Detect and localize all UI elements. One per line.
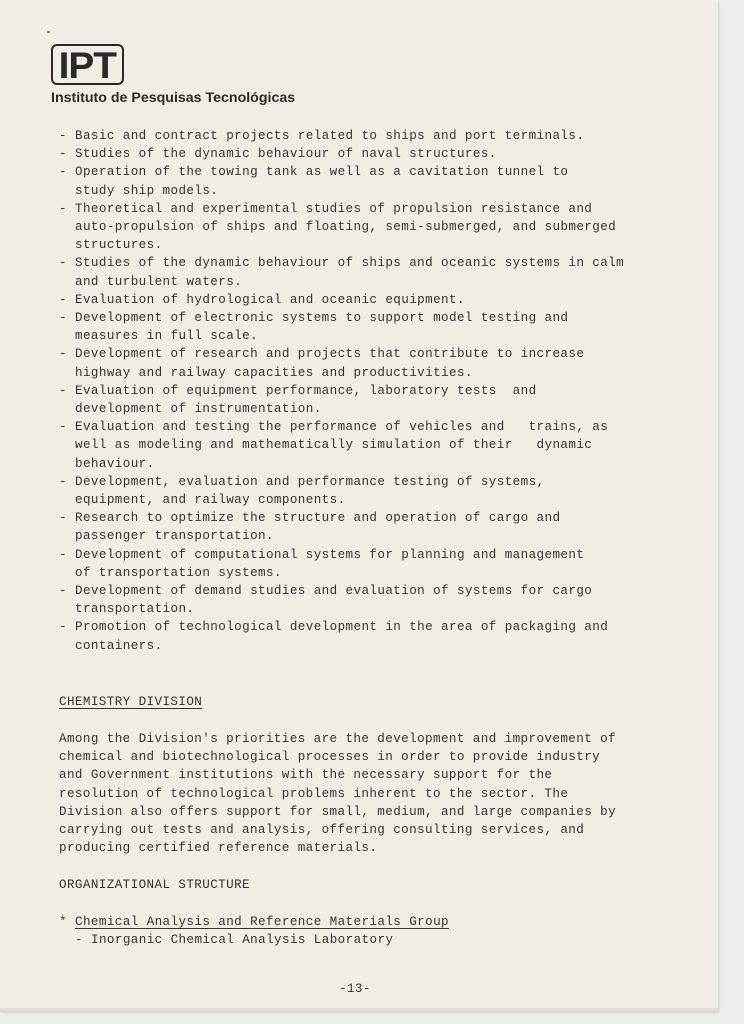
text-line: study ship models. (75, 183, 219, 198)
bullet-text (75, 618, 608, 654)
text-line: Evaluation of equipment performance, laboratory tests and (75, 383, 537, 398)
group-name: Chemical Analysis and Reference Materials Group (75, 915, 450, 929)
text-line: equipment, and railway components. (75, 493, 346, 508)
text-line: and Government institutions with the necessary support for the (59, 768, 553, 783)
text-line: and turbulent waters. (75, 274, 243, 289)
list-item (59, 473, 624, 509)
ipt-logo (51, 44, 124, 85)
list-item (59, 291, 624, 309)
bullet-text (75, 546, 584, 582)
bullet-marker: - (59, 511, 67, 526)
text-line: development of instrumentation. (75, 402, 322, 417)
text-line: Studies of the dynamic behaviour of naval structures. (75, 147, 497, 162)
text-line: Development of demand studies and evaluation of systems for cargo (75, 584, 593, 599)
list-item (59, 145, 624, 163)
bullet-text (75, 163, 568, 199)
list-item (59, 127, 624, 145)
text-line: auto-propulsion of ships and floating, semi-submerged, and submerged (75, 220, 617, 235)
text-line: behaviour. (75, 456, 155, 471)
text-line: Operation of the towing tank as well as a cavitation tunnel to (75, 165, 569, 180)
lab-name: Inorganic Chemical Analysis Laboratory (91, 933, 394, 947)
page-number: -13- (339, 982, 371, 996)
bullet-marker: - (59, 292, 67, 307)
text-line: Evaluation and testing the performance of vehicles and trains, as (75, 420, 609, 435)
text-line: Basic and contract projects related to ships and port terminals. (75, 129, 585, 143)
list-item (59, 345, 624, 381)
bullet-marker: - (59, 584, 67, 599)
list-item (59, 200, 624, 255)
text-line: Promotion of technological development in the area of packaging and (75, 620, 609, 635)
bullet-text (75, 145, 497, 163)
chemistry-paragraph (59, 730, 616, 857)
bullet-text (75, 509, 560, 545)
text-line: Among the Division's priorities are the development and improvement of (59, 732, 617, 746)
text-line: chemical and biotechnological processes in order to provide industry (59, 750, 601, 765)
bullet-text (75, 200, 616, 255)
bullet-text (75, 309, 568, 345)
bullet-marker: - (59, 129, 67, 143)
bullet-marker: - (59, 547, 67, 562)
bullet-text (75, 473, 545, 509)
paper-bottom-edge (0, 1008, 718, 1012)
bullet-marker: - (59, 256, 67, 271)
text-line: Studies of the dynamic behaviour of ships and oceanic systems in calm (75, 256, 625, 271)
text-line: Development of electronic systems to support model testing and (75, 311, 569, 326)
list-item (59, 418, 624, 473)
text-line: well as modeling and mathematically simulation of their dynamic (75, 438, 593, 453)
bullet-marker: - (59, 201, 67, 216)
group-marker: * (59, 915, 67, 929)
lab-marker: - (75, 933, 83, 947)
text-line: measures in full scale. (75, 329, 259, 344)
institute-name: Instituto de Pesquisas Tecnológicas (51, 90, 296, 106)
text-line: Development, evaluation and performance testing of systems, (75, 474, 545, 489)
text-line: producing certified reference materials. (59, 841, 378, 856)
bullet-text (75, 345, 584, 381)
bullet-marker: - (59, 347, 67, 362)
bullet-marker: - (59, 420, 67, 435)
text-line: Research to optimize the structure and operation of cargo and (75, 511, 561, 526)
text-line: Theoretical and experimental studies of propulsion resistance and (75, 201, 593, 216)
logo-text: IPT (58, 44, 117, 86)
group-item (59, 913, 449, 931)
list-item (59, 309, 624, 345)
list-item (59, 163, 624, 199)
text-line: carrying out tests and analysis, offering consulting services, and (59, 823, 585, 838)
paper-speck (47, 31, 50, 33)
activities-list (59, 127, 624, 655)
text-line: transportation. (75, 602, 195, 617)
list-item (59, 618, 624, 654)
text-line: containers. (75, 638, 163, 653)
section-title-chemistry: CHEMISTRY DIVISION (59, 695, 203, 709)
bullet-text (75, 582, 592, 618)
bullet-marker: - (59, 620, 67, 635)
org-structure-title: ORGANIZATIONAL STRUCTURE (59, 878, 250, 892)
list-item (59, 582, 624, 618)
text-line: highway and railway capacities and productivities. (75, 365, 473, 380)
bullet-text (75, 382, 537, 418)
bullet-marker: - (59, 165, 67, 180)
text-line: Development of computational systems for planning and management (75, 547, 585, 562)
bullet-text (75, 291, 465, 309)
bullet-marker: - (59, 147, 67, 162)
bullet-text (75, 127, 584, 145)
list-item (59, 382, 624, 418)
text-line: passenger transportation. (75, 529, 274, 544)
text-line: Development of research and projects that contribute to increase (75, 347, 585, 362)
bullet-marker: - (59, 383, 67, 398)
list-item (59, 509, 624, 545)
text-line: resolution of technological problems inherent to the sector. The (59, 786, 569, 801)
bullet-marker: - (59, 311, 67, 326)
text-line: structures. (75, 238, 163, 253)
bullet-text (75, 418, 608, 473)
list-item (59, 546, 624, 582)
bullet-text (75, 254, 624, 290)
lab-item (75, 931, 393, 949)
text-line: Evaluation of hydrological and oceanic equipment. (75, 292, 465, 307)
bullet-marker: - (59, 474, 67, 489)
text-line: of transportation systems. (75, 565, 282, 580)
list-item (59, 254, 624, 290)
text-line: Division also offers support for small, medium, and large companies by (59, 804, 617, 819)
